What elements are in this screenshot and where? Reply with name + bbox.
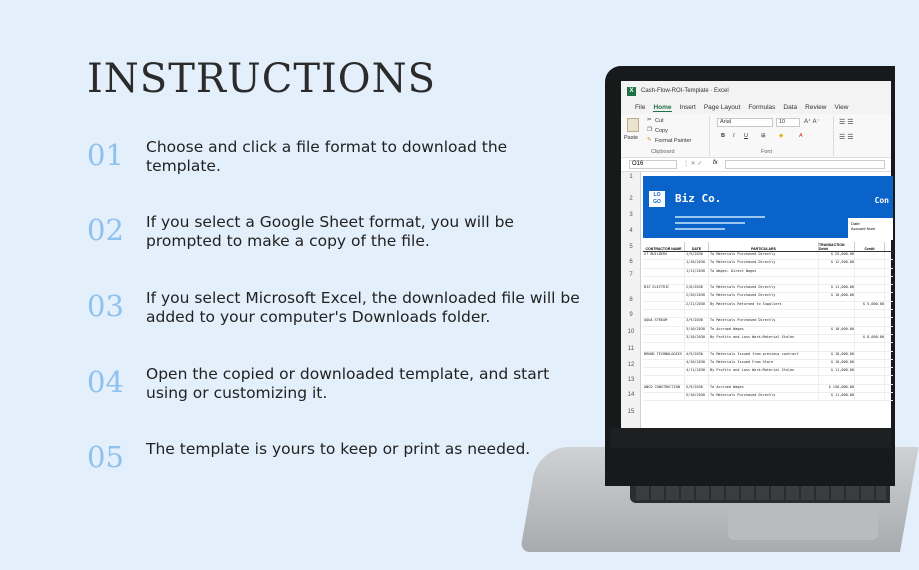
tab-data[interactable]: Data	[783, 104, 798, 111]
align-bottom-icon[interactable]: ☰ ☰	[839, 134, 854, 141]
table-cell[interactable]	[643, 310, 685, 317]
fx-icon[interactable]: fx	[713, 160, 718, 166]
font-name-select[interactable]: Arial	[717, 118, 773, 127]
table-cell[interactable]	[855, 352, 885, 359]
table-cell[interactable]: 3/10/2030	[685, 335, 709, 342]
table-cell[interactable]	[643, 368, 685, 375]
table-cell[interactable]: To Materials Issued from previous contract	[709, 352, 819, 359]
table-cell[interactable]	[709, 277, 819, 284]
table-row[interactable]	[643, 277, 893, 285]
row-number[interactable]: 5	[629, 244, 633, 250]
col-credit: Credit	[855, 242, 885, 251]
step-text: If you select a Google Sheet format, you will be prompted to make a copy of the file.	[146, 213, 514, 250]
tab-home[interactable]: Home	[653, 103, 672, 111]
underline-button[interactable]: U	[744, 133, 748, 139]
table-cell[interactable]	[643, 360, 685, 367]
copy-button[interactable]: Copy	[655, 128, 668, 134]
borders-icon[interactable]: ⊞	[761, 133, 766, 139]
table-cell[interactable]	[643, 343, 685, 350]
table-cell[interactable]	[855, 252, 885, 259]
table-cell[interactable]	[643, 335, 685, 342]
font-group-label: Font	[761, 149, 773, 155]
format-painter-button[interactable]: Format Painter	[655, 138, 692, 144]
sheet-heading: Con	[874, 196, 889, 205]
table-cell[interactable]: $ 12,500.00	[819, 260, 855, 267]
table-cell[interactable]	[819, 318, 855, 325]
row-number[interactable]: 8	[629, 297, 633, 303]
table-cell[interactable]	[855, 376, 885, 383]
table-cell[interactable]	[685, 310, 709, 317]
formula-bar	[621, 158, 891, 172]
table-cell[interactable]	[855, 269, 885, 276]
table-cell[interactable]: To Materials Purchased Directly	[709, 393, 819, 400]
paste-button[interactable]: Paste	[624, 135, 639, 141]
row-number[interactable]: 9	[629, 312, 633, 318]
table-cell[interactable]: 4/9/2030	[685, 352, 709, 359]
table-cell[interactable]: $ 11,000.00	[819, 368, 855, 375]
step-3	[87, 289, 587, 327]
col-particulars: PARTICULARS	[709, 242, 819, 251]
row-number[interactable]: 13	[627, 377, 635, 383]
step-text: Open the copied or downloaded template, and start using or customizing it.	[146, 365, 550, 402]
step-number: 03	[87, 289, 124, 323]
table-cell[interactable]: To Materials Issued From Store	[709, 360, 819, 367]
table-cell[interactable]	[855, 260, 885, 267]
table-row[interactable]	[643, 376, 893, 384]
table-row[interactable]	[643, 285, 893, 293]
tab-insert[interactable]: Insert	[679, 104, 696, 111]
name-box[interactable]: O16	[629, 160, 677, 169]
table-cell[interactable]: By Profits and Loss Work-Material Stolen	[709, 368, 819, 375]
table-cell[interactable]	[643, 327, 685, 334]
tab-view[interactable]: View	[834, 104, 849, 111]
excel-titlebar	[621, 81, 891, 101]
table-cell[interactable]: $ 150,000.00	[819, 385, 855, 392]
row-number[interactable]: 6	[629, 259, 633, 265]
row-number[interactable]: 2	[629, 196, 633, 202]
table-cell[interactable]	[855, 327, 885, 334]
table-cell[interactable]	[643, 260, 685, 267]
table-cell[interactable]: To Wages: Direct Wages	[709, 269, 819, 276]
laptop-bezel	[611, 428, 891, 448]
table-cell[interactable]: To Accrued Wages	[709, 385, 819, 392]
laptop-trackpad	[728, 505, 878, 540]
table-body	[643, 252, 893, 401]
step-number: 05	[87, 440, 124, 474]
row-number[interactable]: 12	[627, 362, 635, 368]
date-label: Date:	[851, 221, 861, 226]
brush-icon[interactable]: ✎	[647, 137, 652, 143]
table-cell[interactable]	[709, 376, 819, 383]
table-row[interactable]	[643, 393, 893, 401]
group-divider	[709, 116, 710, 156]
contact-line	[675, 222, 745, 224]
copy-icon[interactable]: ❐	[647, 127, 652, 133]
table-row[interactable]	[643, 302, 893, 310]
table-cell[interactable]: 4/10/2030	[685, 360, 709, 367]
table-cell[interactable]: 1/9/2030	[685, 252, 709, 259]
table-cell[interactable]	[819, 310, 855, 317]
step-5	[87, 440, 587, 472]
step-number: 04	[87, 365, 124, 399]
email-line	[675, 228, 725, 230]
table-cell[interactable]: By Profits and Loss Work-Material Stolen	[709, 335, 819, 342]
table-cell[interactable]	[855, 368, 885, 375]
excel-icon: X	[627, 87, 636, 96]
step-text: The template is yours to keep or print as needed.	[146, 440, 531, 458]
bold-button[interactable]: B	[721, 133, 725, 139]
table-cell[interactable]	[819, 376, 855, 383]
page-title: INSTRUCTIONS	[87, 56, 436, 102]
table-cell[interactable]: $ 18,000.00	[819, 352, 855, 359]
table-row[interactable]	[643, 310, 893, 318]
row-number[interactable]: 4	[629, 228, 633, 234]
table-cell[interactable]	[855, 310, 885, 317]
clipboard-group-label: Clipboard	[651, 149, 675, 155]
table-cell[interactable]: $ 10,000.00	[819, 360, 855, 367]
group-divider	[833, 116, 834, 156]
row-number[interactable]: 1	[629, 174, 633, 180]
ribbon	[621, 114, 891, 158]
table-cell[interactable]	[819, 269, 855, 276]
table-cell[interactable]: To Materials Purchased Directly	[709, 252, 819, 259]
grow-font-icon[interactable]: A⁺ A⁻	[804, 119, 820, 125]
transaction-table	[643, 242, 893, 401]
table-cell[interactable]: 2/8/2030	[685, 285, 709, 292]
row-headers	[621, 172, 641, 428]
font-color-icon[interactable]: A	[799, 133, 803, 139]
step-number: 02	[87, 213, 124, 247]
cut-icon[interactable]: ✂	[647, 117, 652, 123]
table-cell[interactable]	[855, 285, 885, 292]
table-row[interactable]	[643, 252, 893, 260]
table-cell[interactable]	[643, 302, 685, 309]
font-size-select[interactable]: 10	[776, 118, 800, 127]
table-cell[interactable]	[855, 277, 885, 284]
row-number[interactable]: 3	[629, 212, 633, 218]
ribbon-tabs	[621, 101, 891, 114]
table-cell[interactable]: $ 8,000.00	[855, 335, 885, 342]
table-cell[interactable]: By Materials Returned to Suppliers	[709, 302, 819, 309]
table-cell[interactable]: To Materials Purchased Directly	[709, 260, 819, 267]
table-cell[interactable]: 2/21/2030	[685, 302, 709, 309]
table-cell[interactable]	[855, 385, 885, 392]
col-debit: TRANSACTION Debit	[819, 242, 855, 251]
table-cell[interactable]: 3/10/2030	[685, 327, 709, 334]
company-name: Biz Co.	[675, 192, 722, 205]
logo-placeholder: LO GO	[649, 191, 665, 207]
table-cell[interactable]: To Accrued Wages	[709, 327, 819, 334]
tab-review[interactable]: Review	[805, 104, 827, 111]
template-banner	[643, 176, 893, 238]
table-cell[interactable]: To Materials Purchased Directly	[709, 285, 819, 292]
address-line	[675, 216, 765, 218]
paste-icon[interactable]	[627, 118, 639, 132]
row-number[interactable]: 14	[627, 392, 635, 398]
table-cell[interactable]	[819, 343, 855, 350]
col-contractor: CONTRACTOR NAME	[643, 242, 685, 251]
table-row[interactable]	[643, 368, 893, 376]
row-number[interactable]: 11	[627, 346, 635, 352]
table-row[interactable]	[643, 343, 893, 351]
step-text: If you select Microsoft Excel, the downloaded file will be added to your computer's Downloads folder.	[146, 289, 580, 326]
table-cell[interactable]: 3/9/2030	[685, 318, 709, 325]
table-cell[interactable]	[709, 310, 819, 317]
table-row[interactable]	[643, 352, 893, 360]
table-row[interactable]	[643, 269, 893, 277]
table-cell[interactable]: $ 5,000.00	[855, 302, 885, 309]
table-header	[643, 242, 893, 252]
excel-window	[621, 81, 891, 428]
table-cell[interactable]	[855, 343, 885, 350]
table-row[interactable]	[643, 385, 893, 393]
table-cell[interactable]: 1/10/2030	[685, 260, 709, 267]
window-title: Cash-Flow-ROI-Template · Excel	[641, 88, 729, 94]
table-cell[interactable]: 1/11/2030	[685, 269, 709, 276]
table-cell[interactable]	[643, 269, 685, 276]
table-cell[interactable]	[643, 277, 685, 284]
table-cell[interactable]: 2/20/2030	[685, 293, 709, 300]
table-cell[interactable]	[685, 376, 709, 383]
tab-page-layout[interactable]: Page Layout	[703, 104, 741, 111]
table-cell[interactable]	[855, 293, 885, 300]
table-cell[interactable]: To Materials Purchased Directly	[709, 318, 819, 325]
step-number: 01	[87, 138, 124, 172]
table-cell[interactable]: 5/9/2030	[685, 385, 709, 392]
col-date: DATE	[685, 242, 709, 251]
table-cell[interactable]	[685, 343, 709, 350]
step-text: Choose and click a file format to download the template.	[146, 138, 508, 175]
table-row[interactable]	[643, 327, 893, 335]
table-cell[interactable]	[855, 318, 885, 325]
table-cell[interactable]: $ 25,000.00	[819, 252, 855, 259]
table-cell[interactable]	[685, 277, 709, 284]
step-2	[87, 213, 587, 251]
date-box	[848, 218, 893, 240]
fill-color-icon[interactable]: ◆	[779, 133, 784, 139]
row-number[interactable]: 10	[627, 329, 635, 335]
table-cell[interactable]	[709, 343, 819, 350]
table-cell[interactable]: $ 11,000.00	[819, 285, 855, 292]
table-cell[interactable]	[819, 335, 855, 342]
table-cell[interactable]: To Materials Purchased Directly	[709, 293, 819, 300]
table-cell[interactable]	[855, 393, 885, 400]
table-row[interactable]	[643, 318, 893, 326]
table-cell[interactable]: 4/11/2030	[685, 368, 709, 375]
table-cell[interactable]: $ 10,000.00	[819, 293, 855, 300]
worksheet	[621, 172, 891, 428]
step-1	[87, 138, 587, 176]
account-label: Account Num	[851, 226, 876, 231]
table-cell[interactable]: XT BUILDERS	[643, 252, 685, 259]
table-cell[interactable]: BIZ ELECTRIC	[643, 285, 685, 292]
table-row[interactable]	[643, 360, 893, 368]
table-cell[interactable]: AQUA STREAM	[643, 318, 685, 325]
table-row[interactable]	[643, 260, 893, 268]
table-cell[interactable]	[855, 360, 885, 367]
table-cell[interactable]: 5/10/2030	[685, 393, 709, 400]
table-cell[interactable]	[643, 293, 685, 300]
italic-button[interactable]: I	[733, 133, 735, 139]
table-row[interactable]	[643, 335, 893, 343]
tab-formulas[interactable]: Formulas	[748, 104, 776, 111]
align-icon[interactable]: ☰ ☰	[839, 119, 854, 126]
row-number[interactable]: 15	[627, 409, 635, 415]
table-cell[interactable]	[643, 376, 685, 383]
tab-file[interactable]: File	[635, 104, 646, 111]
table-cell[interactable]	[819, 277, 855, 284]
table-cell[interactable]: $ 11,000.00	[819, 393, 855, 400]
table-cell[interactable]: ANCO CONSTRUCTION	[643, 385, 685, 392]
table-cell[interactable]: $ 10,000.00	[819, 327, 855, 334]
formula-input[interactable]	[725, 160, 885, 169]
formula-controls-icon[interactable]: ⋮ ✕ ✓	[683, 161, 703, 167]
table-cell[interactable]	[643, 393, 685, 400]
table-cell[interactable]	[819, 302, 855, 309]
table-row[interactable]	[643, 293, 893, 301]
table-cell[interactable]: BRUNO TECHNOLOGIES	[643, 352, 685, 359]
step-4	[87, 365, 587, 403]
cut-button[interactable]: Cut	[655, 118, 664, 124]
row-number[interactable]: 7	[629, 272, 633, 278]
